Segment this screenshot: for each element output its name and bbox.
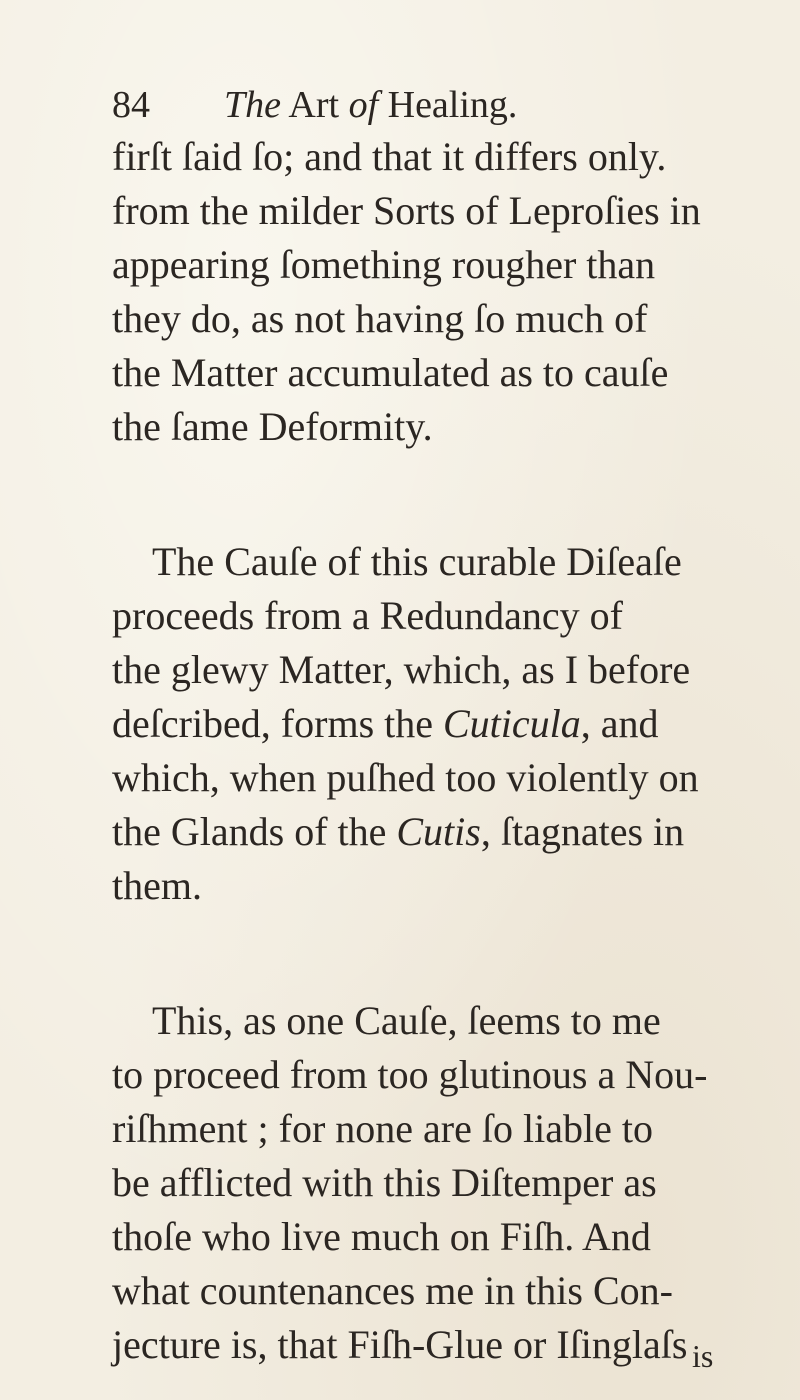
running-title-the: The	[224, 84, 281, 126]
running-title-art: Art	[281, 84, 349, 126]
catchword: is	[692, 1338, 714, 1374]
running-title	[224, 80, 517, 130]
text-line: firſt ſaid ſo; and that it differs only.	[112, 134, 667, 179]
running-title-of: of	[348, 84, 379, 126]
text-line: appearing ſomething rougher than	[112, 242, 656, 287]
text-line: the ſame Deformity.	[112, 404, 433, 449]
text-line: jecture is, that Fiſh-Glue or Iſinglaſs	[112, 1322, 688, 1367]
running-header	[112, 80, 517, 130]
text-line: they do, as not having ſo much of	[112, 296, 648, 341]
text-segment: the Glands of the	[112, 809, 397, 854]
text-line	[112, 697, 772, 751]
running-title-healing: Healing.	[378, 84, 518, 126]
text-line: thoſe who live much on Fiſh. And	[112, 1214, 651, 1259]
text-line: them.	[112, 863, 202, 908]
paragraph-gap	[112, 913, 772, 994]
text-line: to proceed from too glutinous a Nou-	[112, 1052, 708, 1097]
text-line: riſhment ; for none are ſo liable to	[112, 1106, 653, 1151]
paragraph-gap	[112, 454, 772, 535]
text-line: what countenances me in this Con-	[112, 1268, 673, 1313]
text-line: be afflicted with this Diſtemper as	[112, 1160, 657, 1205]
text-line: the glewy Matter, which, as I before	[112, 647, 691, 692]
text-line: from the milder Sorts of Leproſies in	[112, 188, 701, 233]
italic-term-cutis: Cutis	[396, 809, 481, 854]
text-line: which, when puſhed too violently on	[112, 755, 699, 800]
text-line: the Matter accumulated as to cauſe	[112, 350, 669, 395]
italic-term-cuticula: Cuticula	[443, 701, 581, 746]
text-line: proceeds from a Redundancy of	[112, 593, 623, 638]
text-segment: deſcribed, forms the	[112, 701, 443, 746]
text-segment: , ſtagnates in	[480, 809, 685, 854]
text-line: The Cauſe of this curable Diſeaſe	[152, 539, 682, 584]
text-segment: , and	[580, 701, 659, 746]
text-line	[112, 805, 772, 859]
page-number: 84	[112, 84, 150, 126]
text-line: This, as one Cauſe, ſeems to me	[152, 998, 661, 1043]
body-text	[112, 130, 772, 1372]
